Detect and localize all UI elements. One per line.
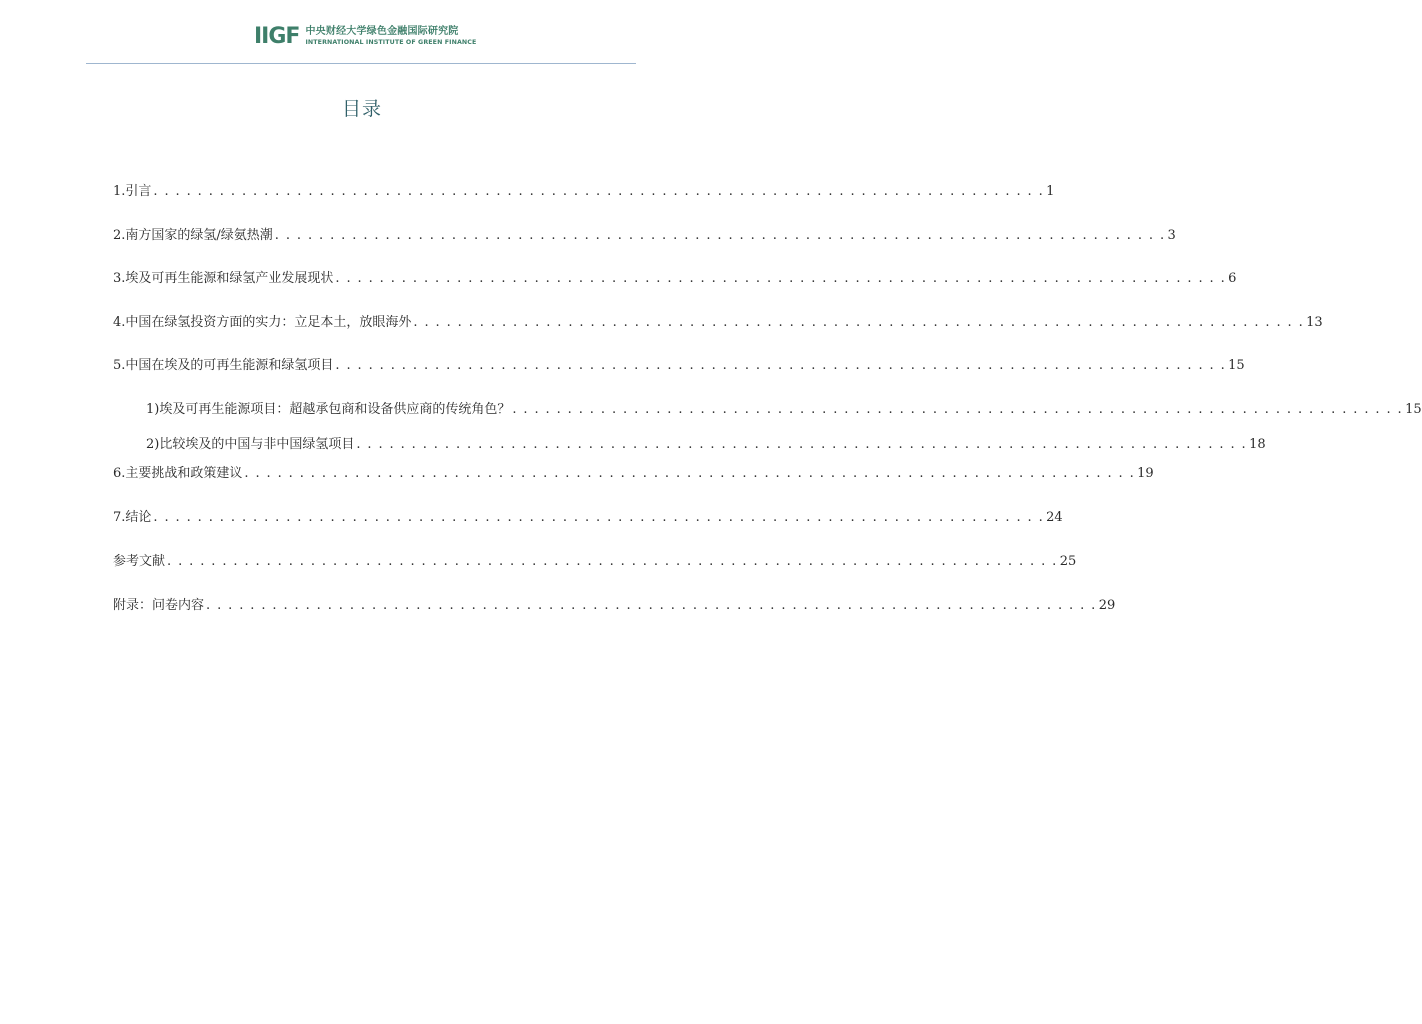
toc-entry-label: 中国在埃及的可再生能源和绿氢项目 [125,358,334,373]
toc-entry-page: 1 [1046,184,1055,199]
toc-dot-leader: . . . . . . . . . . . . . . . . . . . . . . . . . . . . . . . . . . . . . . . . . . . . . . . . . . . . . . . . . . . . . . . . . . . . . . . . . . . . . . . . . [335,271,1227,286]
toc-entry-label: 中国在绿氢投资方面的实力：立足本土，放眼海外 [125,315,412,330]
toc-dot-leader: . . . . . . . . . . . . . . . . . . . . . . . . . . . . . . . . . . . . . . . . . . . . . . . . . . . . . . . . . . . . . . . . . . . . . . . . . . . . . . . . . [512,402,1404,417]
toc-dot-leader: . . . . . . . . . . . . . . . . . . . . . . . . . . . . . . . . . . . . . . . . . . . . . . . . . . . . . . . . . . . . . . . . . . . . . . . . . . . . . . . . . [356,437,1248,452]
toc-entry-references[interactable] [113,553,1077,571]
toc-entry-number: 4. [113,315,126,330]
toc-entry-label: 南方国家的绿氢/绿氨热潮 [125,228,273,243]
toc-dot-leader: . . . . . . . . . . . . . . . . . . . . . . . . . . . . . . . . . . . . . . . . . . . . . . . . . . . . . . . . . . . . . . . . . . . . . . . . . . . . . . . . . [153,510,1045,525]
toc-entry-label: 参考文献 [113,554,166,569]
logo-english-name: INTERNATIONAL INSTITUTE OF GREEN FINANCE [305,39,477,47]
toc-entry-number: 7. [113,510,126,525]
toc-entry-label: 埃及可再生能源项目：超越承包商和设备供应商的传统角色？ [159,402,511,417]
toc-entry-page: 29 [1098,598,1116,613]
toc-entry-page: 13 [1306,315,1323,330]
toc-entry-number: 3. [113,271,126,286]
toc-entry-number: 1) [146,402,160,417]
toc-entry-number: 2) [146,437,160,452]
toc-entry[interactable] [113,183,1055,201]
toc-entry[interactable] [113,357,1245,375]
toc-title: 目录 [341,98,382,120]
toc-entry-label: 引言 [125,184,152,199]
toc-entry-number: 5. [113,358,126,373]
toc-entry-appendix[interactable] [113,597,1116,615]
toc-dot-leader: . . . . . . . . . . . . . . . . . . . . . . . . . . . . . . . . . . . . . . . . . . . . . . . . . . . . . . . . . . . . . . . . . . . . . . . . . . . . . . . . . [335,358,1227,373]
toc-entry-page: 15 [1405,402,1422,417]
toc-dot-leader: . . . . . . . . . . . . . . . . . . . . . . . . . . . . . . . . . . . . . . . . . . . . . . . . . . . . . . . . . . . . . . . . . . . . . . . . . . . . . . . . . [274,228,1166,243]
toc-entry-page: 24 [1046,510,1063,525]
toc-dot-leader: . . . . . . . . . . . . . . . . . . . . . . . . . . . . . . . . . . . . . . . . . . . . . . . . . . . . . . . . . . . . . . . . . . . . . . . . . . . . . . . . . [244,466,1136,481]
toc-dot-leader: . . . . . . . . . . . . . . . . . . . . . . . . . . . . . . . . . . . . . . . . . . . . . . . . . . . . . . . . . . . . . . . . . . . . . . . . . . . . . . . . . [153,184,1045,199]
toc-entry-page: 3 [1167,228,1176,243]
toc-dot-leader: . . . . . . . . . . . . . . . . . . . . . . . . . . . . . . . . . . . . . . . . . . . . . . . . . . . . . . . . . . . . . . . . . . . . . . . . . . . . . . . . . [413,315,1305,330]
toc-entry-number: 6. [113,466,126,481]
toc-entry-label: 结论 [125,510,152,525]
toc-entry[interactable] [113,314,1323,332]
toc-entry-label: 比较埃及的中国与非中国绿氢项目 [159,437,355,452]
toc-entry-page: 25 [1059,554,1077,569]
logo-mark: IIGF [254,24,300,49]
toc-dot-leader: . . . . . . . . . . . . . . . . . . . . . . . . . . . . . . . . . . . . . . . . . . . . . . . . . . . . . . . . . . . . . . . . . . . . . . . . . . . . . . . . . [206,598,1097,613]
toc-entry-page: 6 [1228,271,1237,286]
toc-entry-label: 埃及可再生能源和绿氢产业发展现状 [125,271,334,286]
toc-entry-page: 15 [1228,358,1245,373]
toc-entry[interactable] [113,270,1237,288]
toc-entry-number: 1. [113,184,126,199]
toc-dot-leader: . . . . . . . . . . . . . . . . . . . . . . . . . . . . . . . . . . . . . . . . . . . . . . . . . . . . . . . . . . . . . . . . . . . . . . . . . . . . . . . . . [167,554,1058,569]
toc-entry-label: 主要挑战和政策建议 [125,466,243,481]
toc-entry[interactable] [113,509,1063,527]
toc-entry-page: 19 [1137,466,1154,481]
logo-chinese-name: 中央财经大学绿色金融国际研究院 [305,26,459,38]
toc-entry[interactable] [113,227,1176,245]
toc-subentry[interactable] [146,401,1422,419]
toc-entry-number: 2. [113,228,126,243]
toc-entry[interactable] [113,465,1154,483]
toc-entry-label: 附录：问卷内容 [113,598,205,613]
toc-subentry[interactable] [146,436,1266,454]
toc-entry-page: 18 [1249,437,1266,452]
